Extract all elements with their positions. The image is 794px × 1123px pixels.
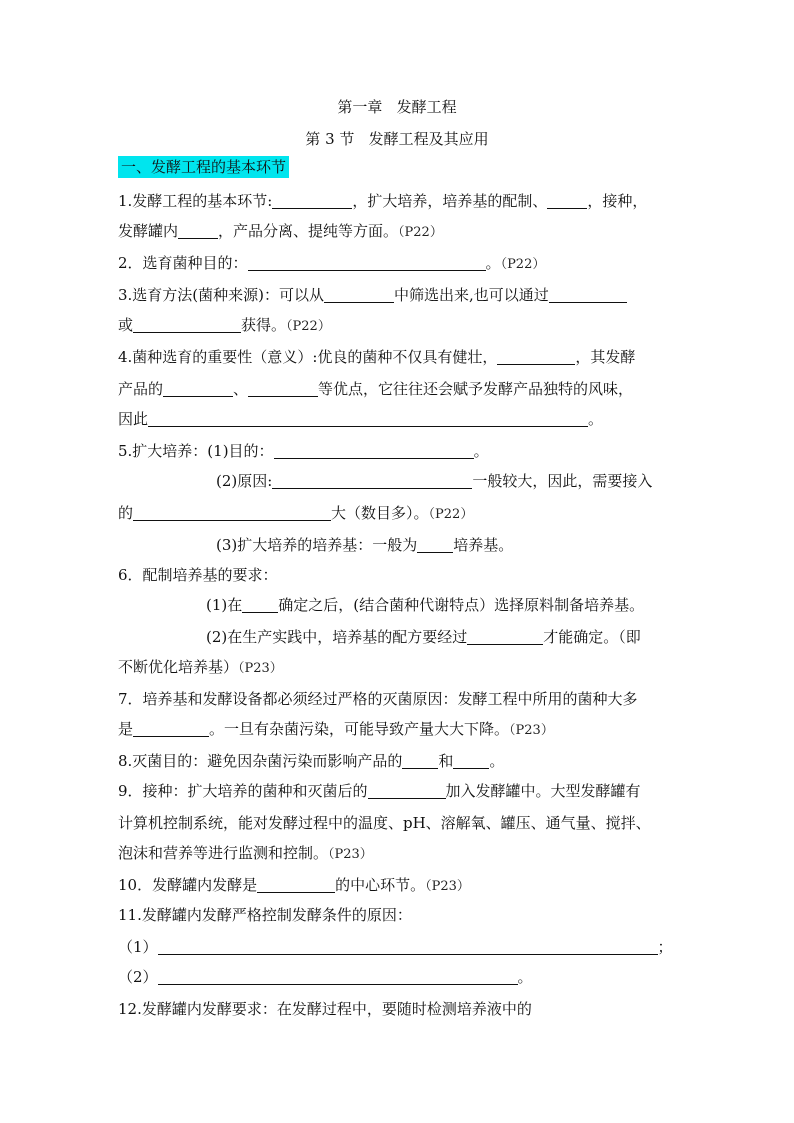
q3-line1: 3.选育方法(菌种来源)：可以从 中筛选出来,也可以通过 (118, 284, 627, 306)
section-title: 第 3 节 发酵工程及其应用 (305, 130, 489, 148)
blank (417, 536, 453, 553)
blank (133, 720, 209, 737)
q9-line3: 泡沫和营养等进行监测和控制。（P23） (118, 844, 373, 862)
q12-line: 12.发酵罐内发酵要求：在发酵过程中，要随时检测培养液中的 (118, 1000, 532, 1018)
q5-line1: 5.扩大培养：(1)目的： 。 (118, 442, 489, 460)
blank (133, 316, 241, 333)
blank (453, 752, 489, 769)
blank (148, 410, 588, 427)
q4-line3: 因此 。 (118, 410, 604, 428)
blank (274, 442, 474, 459)
part-heading-highlight: 一、发酵工程的基本环节 (118, 156, 289, 178)
q11-line3: （2） 。 (118, 968, 533, 986)
q9-line2: 计算机控制系统，能对发酵过程中的温度、pH、溶解氧、罐压、通气量、搅拌、 (118, 814, 651, 832)
q4-line2: 产品的 、 等优点，它往往还会赋予发酵产品独特的风味， (118, 380, 634, 398)
chapter-title: 第一章 发酵工程 (337, 98, 457, 116)
blank (158, 938, 658, 955)
q10-line: 10．发酵罐内发酵是 的中心环节。（P23） (118, 876, 470, 894)
q6-line3: (2)在生产实践中，培养基的配方要经过 才能确定。（即 (206, 628, 641, 646)
blank (248, 380, 318, 397)
q4-line1: 4.菌种选育的重要性（意义）:优良的菌种不仅具有健壮， ，其发酵 (118, 348, 636, 366)
q6-line1: 6．配制培养基的要求： (118, 566, 278, 584)
q11-line2: （1） ； (118, 938, 673, 956)
q5-line2: (2)原因: 一般较大，因此，需要接入 (216, 472, 653, 490)
q1-line1: 1.发酵工程的基本环节: ，扩大培养，培养基的配制、 ，接种， (118, 192, 648, 210)
blank (272, 472, 472, 489)
q6-line4: 不断优化培养基）（P23） (118, 658, 283, 676)
q9-line1: 9．接种：扩大培养的菌种和灭菌后的 加入发酵罐中。大型发酵罐有 (118, 782, 641, 800)
blank (163, 380, 233, 397)
q5-line3: 的 大（数目多）。（P22） (118, 504, 474, 522)
blank (368, 782, 446, 799)
q2-line: 2．选育菌种目的： 。（P22） (118, 254, 546, 272)
blank (467, 628, 543, 645)
q1-line2: 发酵罐内 ，产品分离、提纯等方面。（P22） (118, 222, 443, 240)
blank (242, 596, 278, 613)
blank (272, 192, 352, 209)
blank (549, 286, 627, 303)
q7-line2: 是 。一旦有杂菌污染，可能导致产量大大下降。（P23） (118, 720, 554, 738)
blank (324, 286, 394, 303)
q3-line2: 或 获得。（P22） (118, 316, 331, 334)
blank (248, 254, 486, 271)
q6-line2: (1)在 确定之后，(结合菌种代谢特点）选择原料制备培养基。 (206, 596, 645, 614)
blank (257, 876, 335, 893)
q5-line4: (3)扩大培养的培养基：一般为 培养基。 (216, 536, 514, 554)
blank (547, 192, 587, 209)
blank (133, 504, 331, 521)
blank (178, 222, 218, 239)
blank (158, 968, 518, 985)
blank (497, 348, 575, 365)
blank (402, 752, 438, 769)
q11-line1: 11.发酵罐内发酵严格控制发酵条件的原因： (118, 906, 412, 924)
q8-line: 8.灭菌目的：避免因杂菌污染而影响产品的 和 。 (118, 752, 505, 770)
q7-line1: 7．培养基和发酵设备都必须经过严格的灭菌原因：发酵工程中所用的菌种大多 (118, 690, 638, 708)
